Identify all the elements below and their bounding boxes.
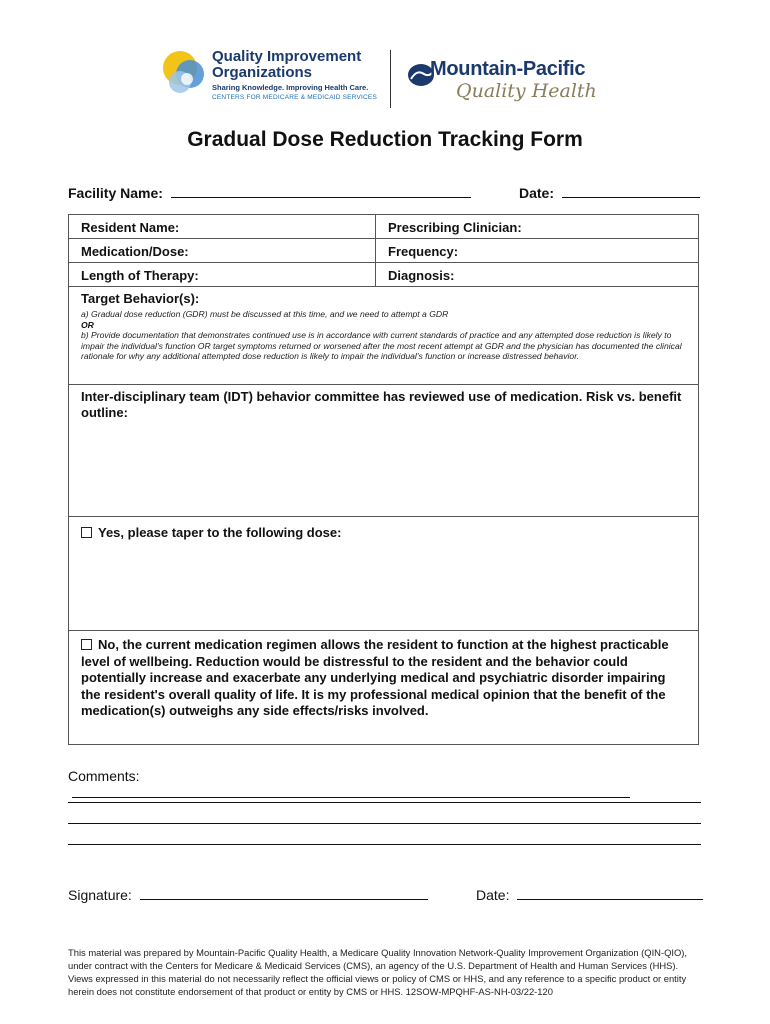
taper-label: Yes, please taper to the following dose:: [98, 525, 342, 540]
mountain-pacific-title: Mountain-Pacific: [430, 58, 586, 80]
idt-review-text: Inter-disciplinary team (IDT) behavior committee has reviewed use of medication. Risk vs. benefit outline:: [81, 389, 682, 420]
qio-logo-icon: [160, 48, 208, 96]
date-field-bottom[interactable]: [517, 886, 703, 900]
signature-label: Signature:: [68, 887, 132, 903]
date-row-top: [519, 184, 700, 201]
target-option-b: b) Provide documentation that demonstrates continued use is in accordance with current standards of practice and any attempted dose reduction is likely to impair the individual's function OR target symptoms returned or worsened after the most recent attempt at GDR and the physician has documented the clinical rationale for why any additional attempted dose reduction is likely to impair the individual's function or increase distressed behavior.: [81, 330, 682, 361]
idt-review-section[interactable]: [69, 385, 698, 517]
qio-cms-line: CENTERS FOR MEDICARE & MEDICAID SERVICES: [212, 94, 377, 101]
tracking-table: [68, 214, 699, 745]
length-of-therapy-cell[interactable]: Length of Therapy:: [69, 263, 376, 286]
facility-label: Facility Name:: [68, 185, 163, 201]
facility-row: [68, 184, 471, 201]
mountain-pacific-subtitle: Quality Health: [456, 80, 597, 102]
comments-field-line3[interactable]: [68, 823, 701, 824]
qio-title-line2: Organizations: [212, 64, 313, 81]
qio-logo-text: [212, 49, 377, 101]
frequency-cell[interactable]: Frequency:: [388, 244, 459, 259]
table-row: [69, 239, 698, 263]
footer-disclaimer: This material was prepared by Mountain-Pacific Quality Health, a Medicare Quality Innovation Network-Quality Improvement Organization (QIN-QIO), under contract with the Centers for Medicare & Medicaid Services (CMS), an agency of the U.S. Department of Health and Human Services (HHS). Views expressed in this material do not necessarily reflect the official views or policy of CMS or HHS, and any reference to a specific product or entity herein does not constitute endorsement of that product or entity by CMS or HHS. 12SOW-MPQHF-AS-NH-03/22-120: [68, 947, 687, 997]
date-row-bottom: [476, 886, 703, 903]
page-title: Gradual Dose Reduction Tracking Form: [187, 128, 583, 151]
qio-title-line1: Quality Improvement: [212, 48, 362, 65]
header-logos: [160, 44, 620, 114]
no-reduction-checkbox[interactable]: [81, 639, 92, 650]
date-field-top[interactable]: [562, 184, 700, 198]
comments-field-line4[interactable]: [68, 844, 701, 845]
qio-tagline: Sharing Knowledge. Improving Health Care.: [212, 83, 369, 92]
signature-row: [68, 886, 428, 903]
table-row: [69, 215, 698, 239]
logo-divider: [390, 50, 391, 108]
no-reduction-section: [69, 631, 698, 744]
comments-label: Comments:: [68, 768, 140, 784]
date-label-top: Date:: [519, 185, 555, 201]
taper-section: [69, 517, 698, 631]
facility-name-field[interactable]: [171, 184, 471, 198]
taper-checkbox[interactable]: [81, 527, 92, 538]
target-behavior-heading: Target Behavior(s):: [81, 291, 200, 306]
no-reduction-label: No, the current medication regimen allows the resident to function at the highest practicable level of wellbeing. Reduction would be distressful to the resident and the behavior could potentially increase and exacerbate any underlying medical and psychiatric disorder impairing the resident's overall quality of life. It is my professional medical opinion that the benefit of the medication(s) outweighs any side effects/risks involved.: [81, 637, 669, 719]
date-label-bottom: Date:: [476, 887, 510, 903]
signature-field[interactable]: [140, 886, 428, 900]
prescribing-clinician-cell[interactable]: Prescribing Clinician:: [388, 220, 522, 235]
comments-row: [68, 768, 701, 801]
comments-field-line2[interactable]: [68, 802, 701, 803]
target-option-a: a) Gradual dose reduction (GDR) must be discussed at this time, and we need to attempt a GDR: [81, 309, 449, 319]
target-behavior-section[interactable]: [69, 287, 698, 385]
medication-dose-cell[interactable]: Medication/Dose:: [69, 239, 376, 262]
comments-field-line1[interactable]: [72, 784, 630, 798]
target-or: OR: [81, 319, 94, 330]
resident-name-cell[interactable]: Resident Name:: [69, 215, 376, 238]
table-row: [69, 263, 698, 287]
diagnosis-cell[interactable]: Diagnosis:: [388, 268, 455, 283]
